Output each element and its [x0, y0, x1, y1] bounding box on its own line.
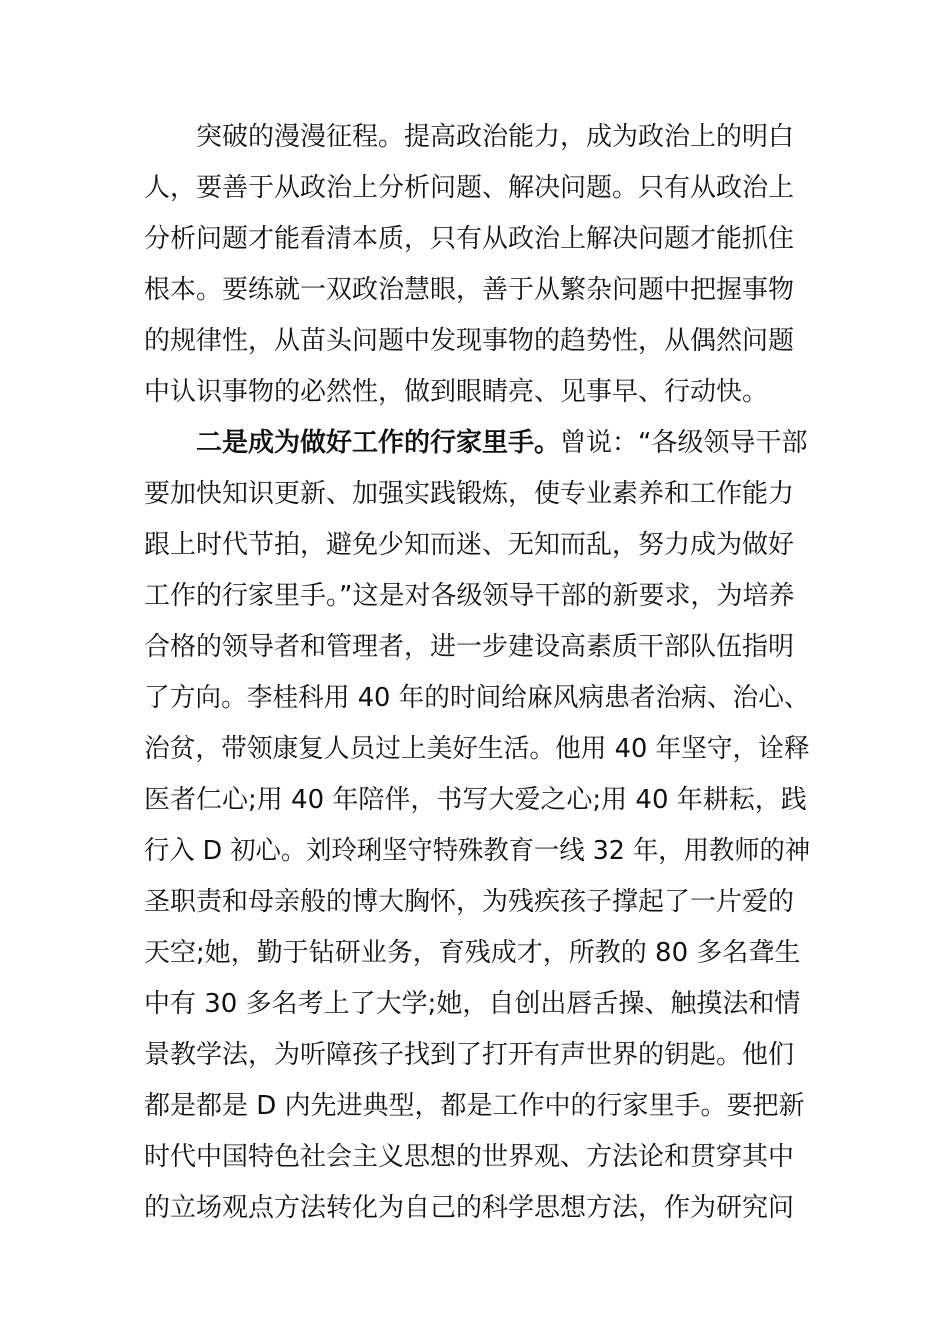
section-heading-line: [144, 418, 810, 469]
text-line: 突破的漫漫征程。提高政治能力，成为政治上的明白: [196, 122, 795, 152]
text-line: 中有 30 多名考上了大学;她，自创出唇舌操、触摸法和情: [144, 989, 801, 1019]
text-line: 工作的行家里手。”这是对各级领导干部的新要求，为培养: [144, 581, 795, 611]
text-line: 了方向。李桂科用 40 年的时间给麻风病患者治病、治心、: [144, 683, 810, 713]
text-line: 医者仁心;用 40 年陪伴，书写大爱之心;用 40 年耕耘，践: [144, 785, 807, 815]
text-line: 人，要善于从政治上分析问题、解决问题。只有从政治上: [144, 173, 795, 203]
text-line: 跟上时代节拍，避免少知而迷、无知而乱，努力成为做好: [144, 530, 795, 560]
section-heading: 二是成为做好工作的行家里手。: [196, 428, 561, 458]
text-line: 合格的领导者和管理者，进一步建设高素质干部队伍指明: [144, 632, 795, 662]
text-line: 的规律性，从苗头问题中发现事物的趋势性，从偶然问题: [144, 326, 795, 356]
text-line: 根本。要练就一双政治慧眼，善于从繁杂问题中把握事物: [144, 275, 795, 305]
text-line: 都是都是 D 内先进典型，都是工作中的行家里手。要把新: [144, 1091, 805, 1121]
text-line: 天空;她，勤于钻研业务，育残成才，所教的 80 多名聋生: [144, 938, 801, 968]
body-text: [144, 112, 810, 1234]
text-line: 景教学法，为听障孩子找到了打开有声世界的钥匙。他们: [144, 1040, 795, 1070]
text-line: 时代中国特色社会主义思想的世界观、方法论和贯穿其中: [144, 1142, 795, 1172]
text-line: 治贫，带领康复人员过上美好生活。他用 40 年坚守，诠释: [144, 734, 810, 764]
text-line: 圣职责和母亲般的博大胸怀，为残疾孩子撑起了一片爱的: [144, 887, 795, 917]
text-line: 要加快知识更新、加强实践锻炼，使专业素养和工作能力: [144, 479, 795, 509]
text-line: 行入 D 初心。刘玲琍坚守特殊教育一线 32 年，用教师的神: [144, 836, 811, 866]
text-line: 的立场观点方法转化为自己的科学思想方法，作为研究问: [144, 1193, 795, 1223]
text-line: 分析问题才能看清本质，只有从政治上解决问题才能抓住: [144, 224, 795, 254]
section-heading-rest: 曾说：“各级领导干部: [560, 428, 808, 458]
text-line: 中认识事物的必然性，做到眼睛亮、见事早、行动快。: [144, 377, 769, 407]
